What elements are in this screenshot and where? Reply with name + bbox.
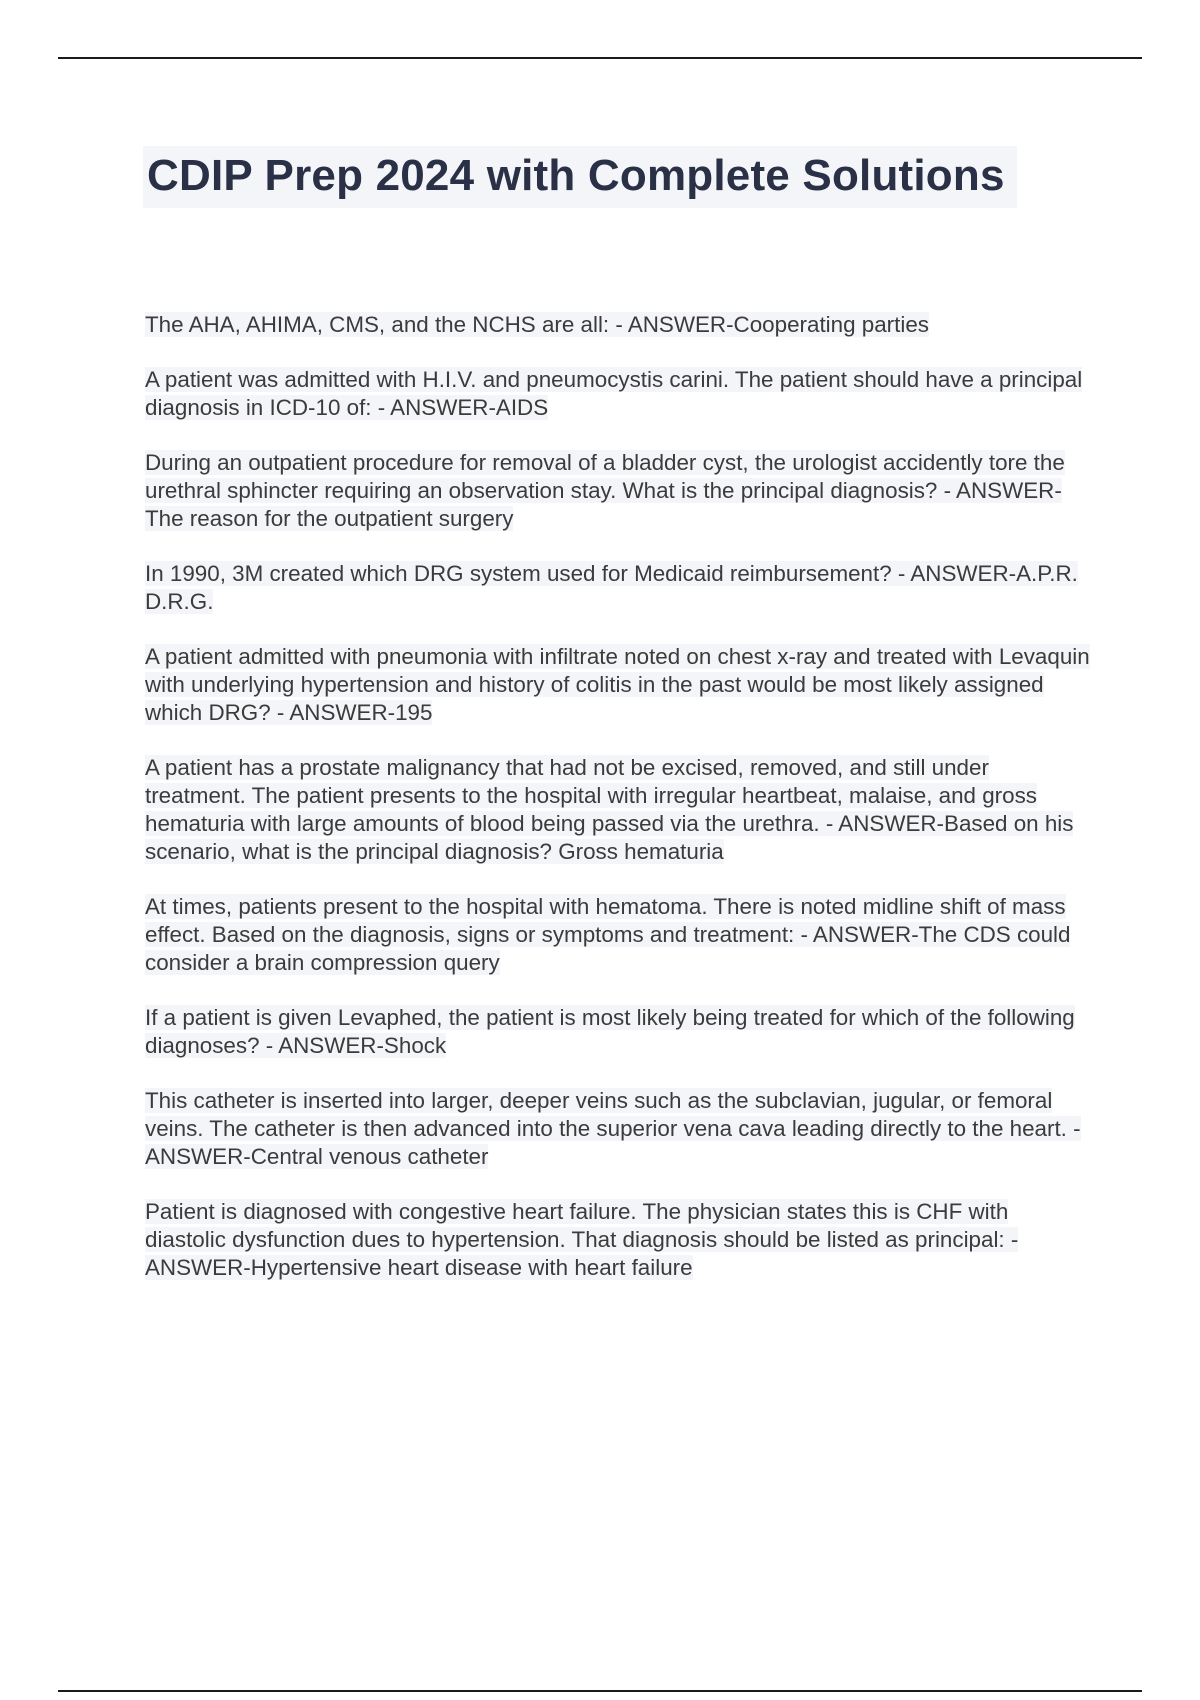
qa-text: The AHA, AHIMA, CMS, and the NCHS are all: - ANSWER-Cooperating parties	[145, 312, 929, 337]
qa-text: If a patient is given Levaphed, the patient is most likely being treated for which of the following diagnoses? - ANSWER-Shock	[145, 1005, 1075, 1058]
qa-text: In 1990, 3M created which DRG system used for Medicaid reimbursement? - ANSWER-A.P.R. D.R.G.	[145, 561, 1078, 614]
qa-text: At times, patients present to the hospital with hematoma. There is noted midline shift of mass effect. Based on the diagnosis, signs or symptoms and treatment: - ANSWER-The CDS could consider a brain compression query	[145, 894, 1071, 975]
qa-text: A patient was admitted with H.I.V. and pneumocystis carini. The patient should have a principal diagnosis in ICD-10 of: - ANSWER-AIDS	[145, 367, 1083, 420]
qa-list	[145, 311, 1095, 1309]
document-title: CDIP Prep 2024 with Complete Solutions	[147, 151, 1005, 200]
qa-text: A patient admitted with pneumonia with infiltrate noted on chest x-ray and treated with Levaquin with underlying hypertension and history of colitis in the past would be most likely assigned which DRG? - ANSWER-195	[145, 644, 1090, 725]
qa-item	[145, 1087, 1095, 1171]
qa-text: This catheter is inserted into larger, deeper veins such as the subclavian, jugular, or femoral veins. The catheter is then advanced into the superior vena cava leading directly to the heart. - ANSWER-Central venous catheter	[145, 1088, 1081, 1169]
qa-item	[145, 449, 1095, 533]
qa-item	[145, 311, 1095, 339]
qa-text: Patient is diagnosed with congestive heart failure. The physician states this is CHF with diastolic dysfunction dues to hypertension. That diagnosis should be listed as principal: - ANSWER-Hypertensive heart disease with heart failure	[145, 1199, 1019, 1280]
qa-item	[145, 893, 1095, 977]
qa-item	[145, 366, 1095, 422]
qa-item	[145, 1004, 1095, 1060]
title-highlight	[143, 146, 1017, 208]
qa-text: During an outpatient procedure for removal of a bladder cyst, the urologist accidently tore the urethral sphincter requiring an observation stay. What is the principal diagnosis? - ANSWER-The reason for the outpatient surgery	[145, 450, 1065, 531]
qa-item	[145, 643, 1095, 727]
qa-item	[145, 560, 1095, 616]
qa-item	[145, 1198, 1095, 1282]
qa-item	[145, 754, 1095, 866]
header-rule	[58, 57, 1142, 59]
qa-text: A patient has a prostate malignancy that had not be excised, removed, and still under treatment. The patient presents to the hospital with irregular heartbeat, malaise, and gross hematuria with large amounts of blood being passed via the urethra. - ANSWER-Based on his scenario, what is the principal diagnosis? Gross hematuria	[145, 755, 1074, 864]
footer-rule	[58, 1690, 1142, 1692]
